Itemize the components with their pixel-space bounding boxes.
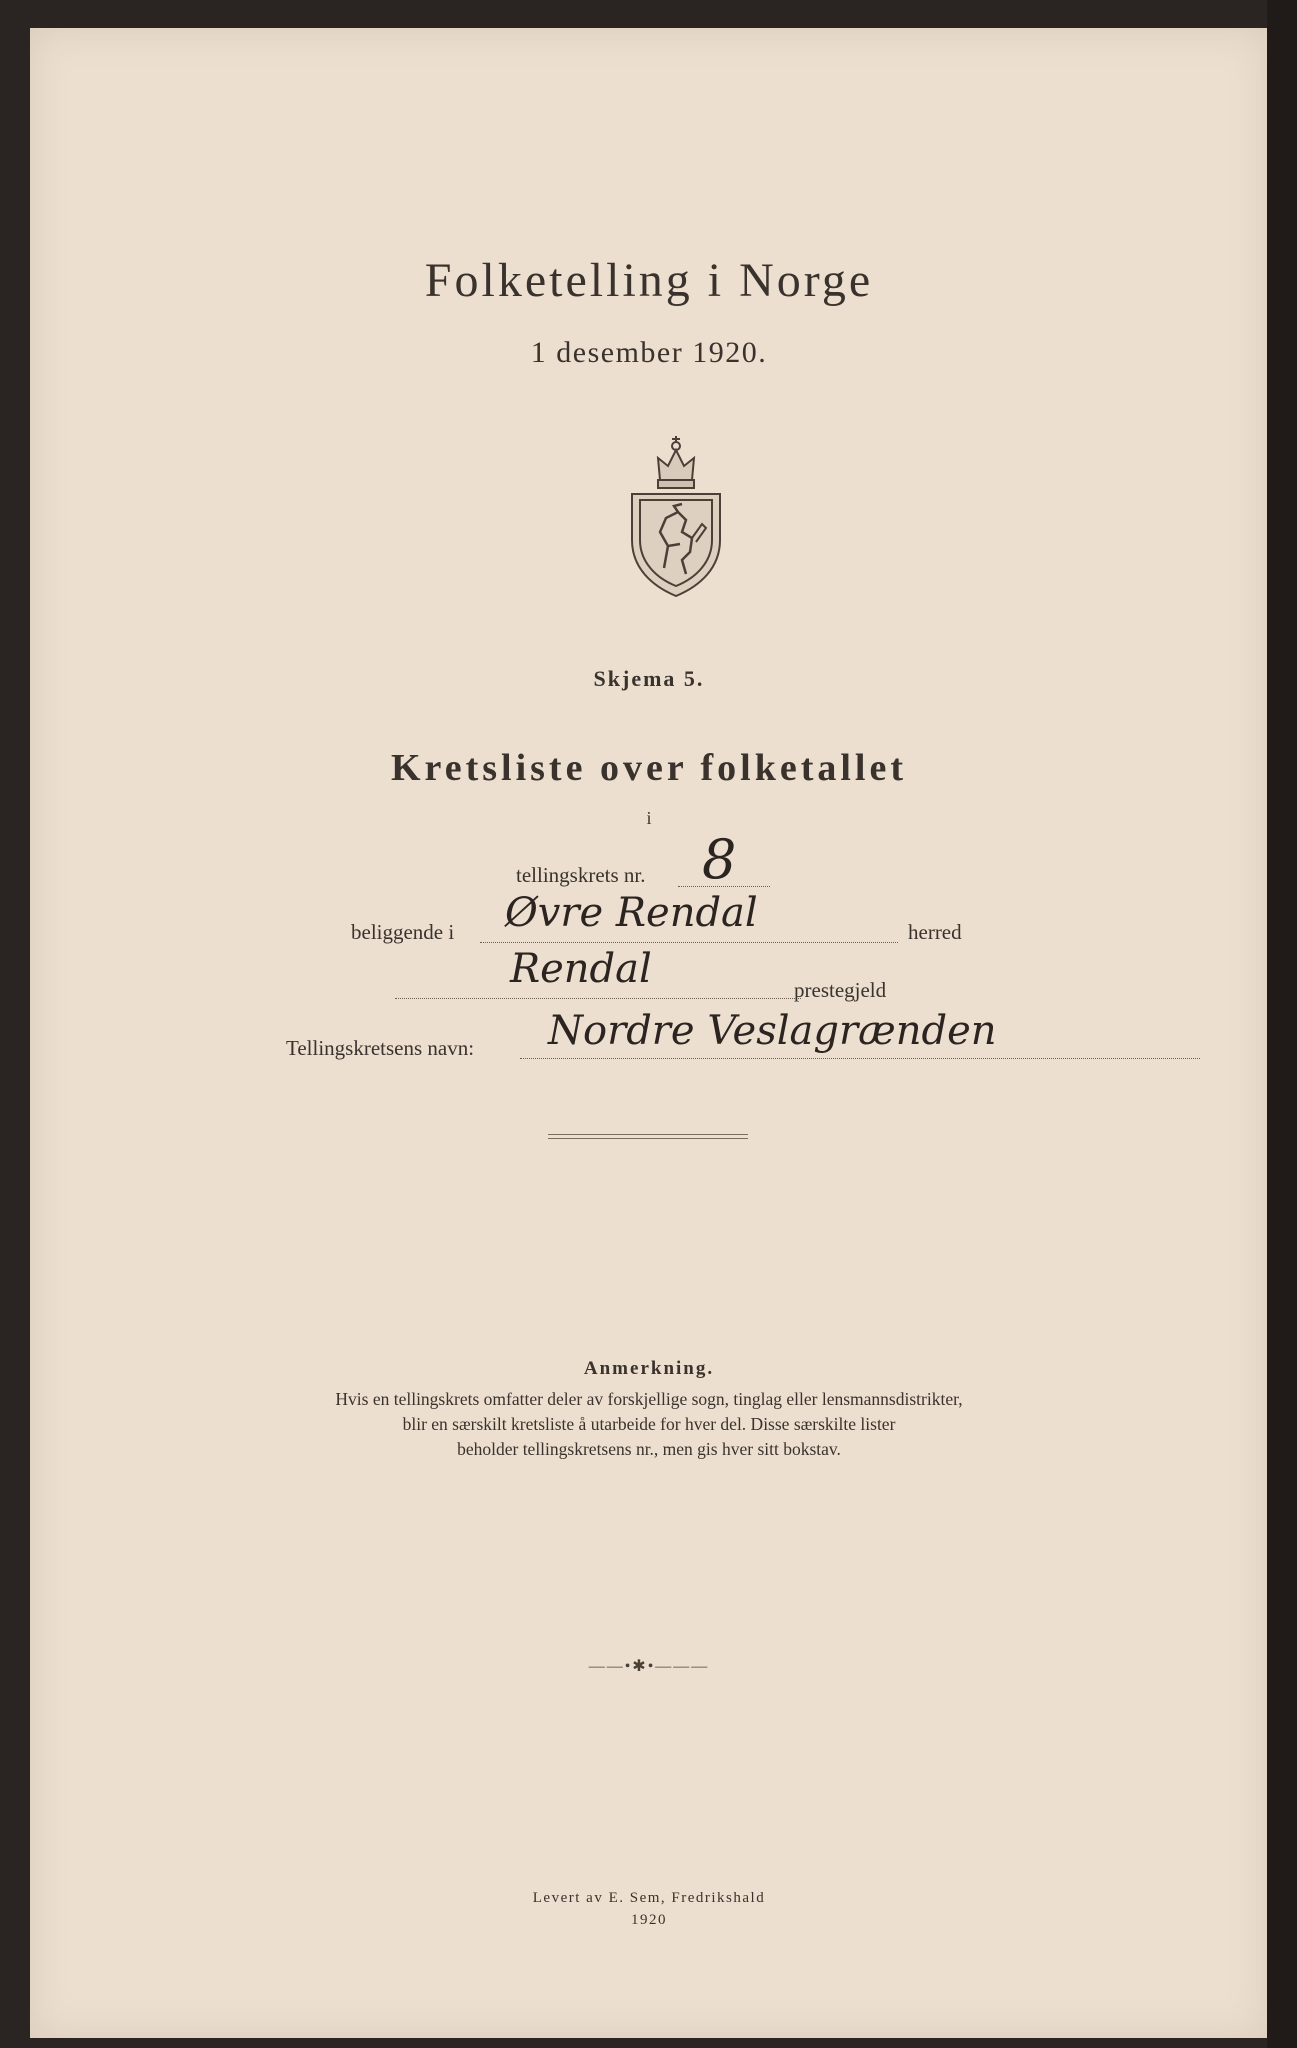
herred-label: herred: [908, 920, 962, 944]
krets-number-handwritten: 8: [702, 828, 737, 891]
ornament-divider: ——•✱•———: [588, 1658, 710, 1675]
in-word: i: [646, 808, 652, 828]
prestegjeld-handwritten: Rendal: [510, 946, 652, 992]
page-title: Folketelling i Norge: [424, 254, 874, 307]
note-line-1: Hvis en tellingskrets omfatter deler av forskjellige sogn, tinglag eller lensmannsdistrikter,: [335, 1389, 963, 1409]
beliggende-label: beliggende i: [351, 920, 455, 944]
norway-coat-of-arms-icon: [620, 428, 732, 598]
divider-rule-2: [548, 1138, 748, 1139]
note-line-2: blir en særskilt kretsliste å utarbeide for hver del. Disse særskilte lister: [402, 1414, 896, 1434]
printer-year: 1920: [631, 1912, 667, 1928]
census-form-page: [30, 28, 1268, 2038]
census-date: 1 desember 1920.: [530, 336, 768, 369]
note-heading: Anmerkning.: [583, 1358, 715, 1379]
krets-label: tellingskrets nr.: [516, 863, 646, 887]
note-line-3: beholder tellingskretsens nr., men gis hver sitt bokstav.: [457, 1439, 841, 1459]
divider-rule: [548, 1134, 748, 1135]
navn-handwritten: Nordre Veslagrænden: [548, 1008, 997, 1054]
navn-label: Tellingskretsens navn:: [286, 1036, 475, 1060]
navn-dotted-line: [520, 1058, 1200, 1059]
prestegjeld-label: prestegjeld: [794, 978, 887, 1002]
herred-handwritten: Øvre Rendal: [505, 890, 758, 936]
form-heading: Kretsliste over folketallet: [390, 747, 908, 789]
printer-credit: Levert av E. Sem, Fredrikshald: [532, 1890, 766, 1906]
herred-dotted-line: [480, 942, 898, 943]
scan-edge-strip: [1267, 0, 1297, 2048]
prestegjeld-dotted-line: [395, 998, 801, 999]
schema-number: Skjema 5.: [593, 666, 705, 691]
